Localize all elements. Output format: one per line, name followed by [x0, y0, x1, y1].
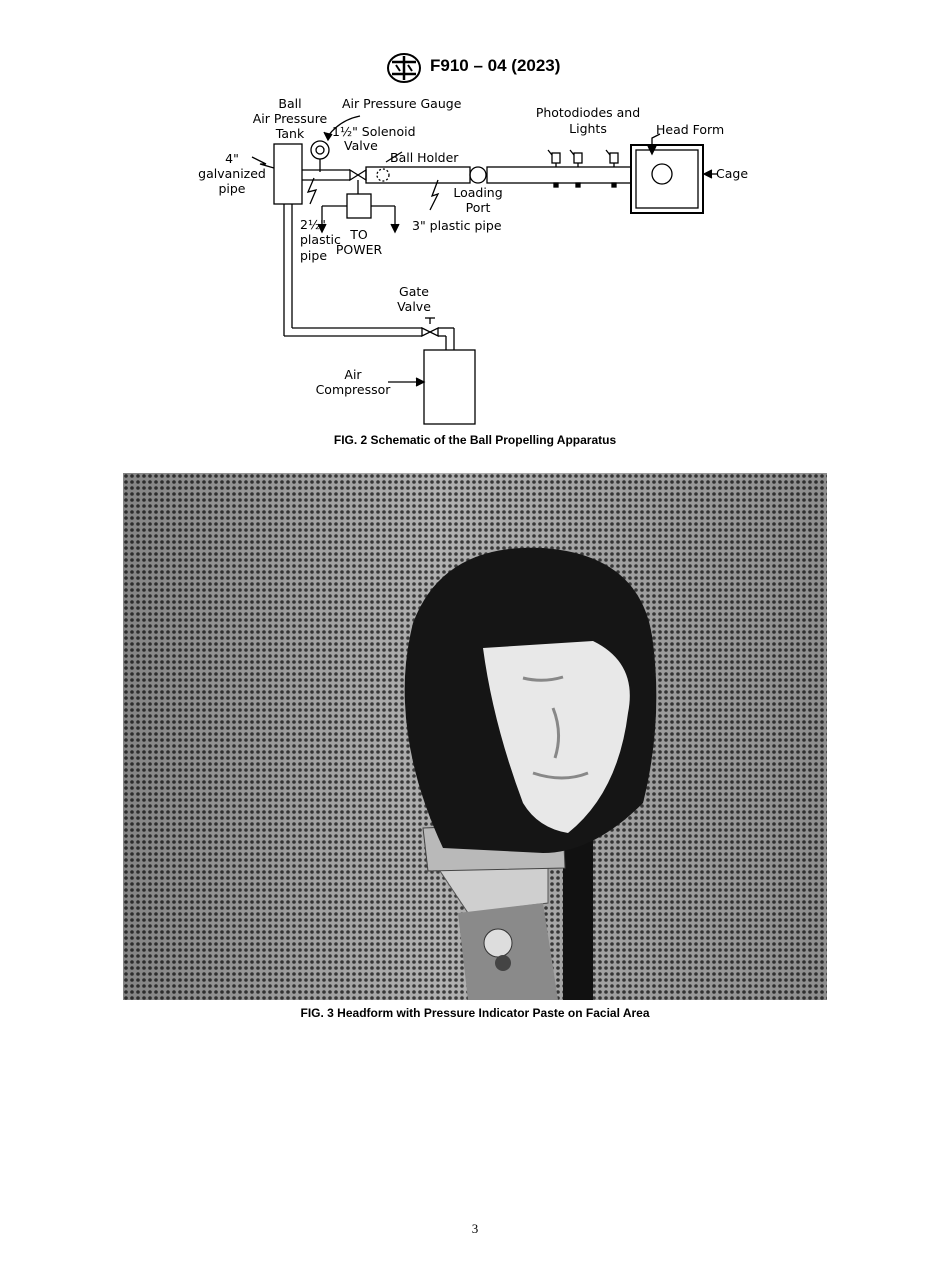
label-plastic3: 3" plastic pipe [412, 218, 502, 233]
ball-air-pressure-tank [274, 144, 302, 204]
label-ball-tank-3: Tank [275, 126, 305, 141]
label-compressor-1: Air [344, 367, 362, 382]
page-number: 3 [471, 1221, 479, 1236]
label-cage: Cage [716, 166, 749, 181]
cage [631, 145, 703, 213]
loading-port [470, 167, 486, 183]
label-solenoid-1: 1½" Solenoid [332, 124, 416, 139]
label-loading-1: Loading [453, 185, 503, 200]
label-ball-holder: Ball Holder [390, 150, 459, 165]
label-galvanized-3: pipe [218, 181, 246, 196]
label-gate-1: Gate [399, 284, 429, 299]
label-photodiodes-1: Photodiodes and [535, 105, 641, 120]
label-to-power-1: TO [350, 227, 368, 242]
label-ball-tank-1: Ball [278, 96, 302, 111]
label-head-form: Head Form [656, 122, 725, 137]
astm-logo-icon [384, 52, 424, 84]
page-header [0, 52, 950, 84]
label-loading-2: Port [465, 200, 491, 215]
solenoid-valve-icon [350, 170, 366, 180]
ball-propelling-schematic [190, 92, 790, 434]
label-galvanized-2: galvanized [198, 166, 266, 181]
head-form [652, 164, 672, 184]
label-compressor-2: Compressor [315, 382, 391, 397]
document-id: F910 – 04 (2023) [430, 56, 561, 75]
photodiode-icons [548, 150, 618, 187]
fig3-caption: FIG. 3 Headform with Pressure Indicator Paste on Facial Area [300, 1006, 650, 1020]
gate-valve-icon [422, 328, 438, 336]
pressure-gauge-icon [311, 141, 329, 159]
ball-holder [366, 167, 470, 183]
label-photodiodes-2: Lights [569, 121, 607, 136]
label-galvanized-1: 4" [225, 151, 239, 166]
label-air-pressure-gauge: Air Pressure Gauge [342, 96, 462, 111]
label-plastic2-1: 2½" [300, 217, 326, 232]
fig2-caption: FIG. 2 Schematic of the Ball Propelling Apparatus [333, 433, 617, 447]
label-plastic2-2: plastic [300, 232, 341, 247]
label-gate-2: Valve [397, 299, 431, 314]
label-to-power-2: POWER [335, 242, 383, 257]
label-ball-tank-2: Air Pressure [252, 111, 328, 126]
label-solenoid-2: Valve [344, 138, 378, 153]
headform-photo [123, 473, 827, 1000]
label-plastic2-3: pipe [300, 248, 328, 263]
air-compressor [424, 350, 475, 424]
